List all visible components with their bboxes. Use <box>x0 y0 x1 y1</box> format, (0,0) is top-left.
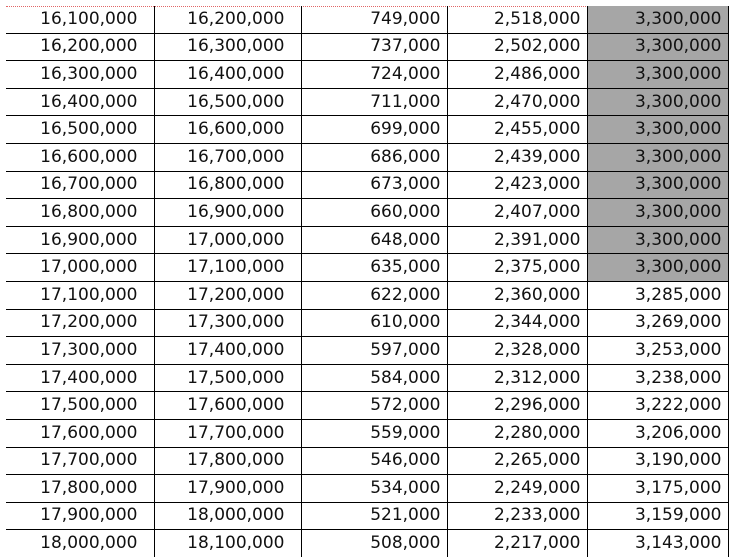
table-cell[interactable]: 3,222,000 <box>587 392 728 420</box>
table-cell[interactable]: 3,238,000 <box>587 364 728 392</box>
table-cell[interactable]: 16,400,000 <box>6 88 154 116</box>
table-cell[interactable]: 17,900,000 <box>154 475 301 503</box>
table-cell[interactable]: 3,143,000 <box>587 530 728 557</box>
table-cell[interactable]: 2,217,000 <box>447 530 587 557</box>
table-cell[interactable]: 3,300,000 <box>587 226 728 254</box>
table-row <box>6 364 728 392</box>
table-cell[interactable]: 17,400,000 <box>154 337 301 365</box>
table-cell[interactable]: 2,280,000 <box>447 419 587 447</box>
table-row <box>6 6 728 33</box>
table-cell[interactable]: 3,175,000 <box>587 475 728 503</box>
table-cell[interactable]: 2,518,000 <box>447 6 587 33</box>
table-cell[interactable]: 17,000,000 <box>6 254 154 282</box>
table-cell[interactable]: 16,700,000 <box>154 143 301 171</box>
spreadsheet-table-region <box>6 6 728 557</box>
table-row <box>6 171 728 199</box>
table-cell[interactable]: 17,500,000 <box>154 364 301 392</box>
table-cell[interactable]: 17,900,000 <box>6 502 154 530</box>
table-cell[interactable]: 16,200,000 <box>6 33 154 61</box>
table-cell[interactable]: 17,300,000 <box>154 309 301 337</box>
table-cell[interactable]: 16,100,000 <box>6 6 154 33</box>
table-cell[interactable]: 711,000 <box>301 88 447 116</box>
table-cell[interactable]: 2,486,000 <box>447 61 587 89</box>
table-cell[interactable]: 18,000,000 <box>154 502 301 530</box>
table-cell[interactable]: 17,600,000 <box>154 392 301 420</box>
table-cell[interactable]: 597,000 <box>301 337 447 365</box>
table-cell[interactable]: 2,391,000 <box>447 226 587 254</box>
table-cell[interactable]: 2,375,000 <box>447 254 587 282</box>
data-table <box>6 6 729 557</box>
table-cell[interactable]: 3,300,000 <box>587 143 728 171</box>
table-cell[interactable]: 3,159,000 <box>587 502 728 530</box>
table-row <box>6 281 728 309</box>
table-row <box>6 199 728 227</box>
table-row <box>6 61 728 89</box>
table-cell[interactable]: 648,000 <box>301 226 447 254</box>
table-cell[interactable]: 2,233,000 <box>447 502 587 530</box>
table-cell[interactable]: 17,200,000 <box>154 281 301 309</box>
table-cell[interactable]: 16,500,000 <box>154 88 301 116</box>
table-cell[interactable]: 17,300,000 <box>6 337 154 365</box>
table-cell[interactable]: 16,500,000 <box>6 116 154 144</box>
table-row <box>6 475 728 503</box>
table-cell[interactable]: 3,253,000 <box>587 337 728 365</box>
table-row <box>6 143 728 171</box>
table-cell[interactable]: 18,000,000 <box>6 530 154 557</box>
table-cell[interactable]: 546,000 <box>301 447 447 475</box>
table-row <box>6 530 728 557</box>
table-cell[interactable]: 2,265,000 <box>447 447 587 475</box>
table-cell[interactable]: 3,300,000 <box>587 88 728 116</box>
table-cell[interactable]: 17,400,000 <box>6 364 154 392</box>
table-cell[interactable]: 16,900,000 <box>6 226 154 254</box>
table-cell[interactable]: 2,407,000 <box>447 199 587 227</box>
table-cell[interactable]: 660,000 <box>301 199 447 227</box>
table-row <box>6 88 728 116</box>
table-cell[interactable]: 686,000 <box>301 143 447 171</box>
table-cell[interactable]: 2,439,000 <box>447 143 587 171</box>
table-cell[interactable]: 16,800,000 <box>6 199 154 227</box>
table-cell[interactable]: 3,300,000 <box>587 61 728 89</box>
table-cell[interactable]: 572,000 <box>301 392 447 420</box>
table-cell[interactable]: 16,200,000 <box>154 6 301 33</box>
table-cell[interactable]: 17,800,000 <box>154 447 301 475</box>
table-cell[interactable]: 534,000 <box>301 475 447 503</box>
table-cell[interactable]: 17,200,000 <box>6 309 154 337</box>
table-cell[interactable]: 17,700,000 <box>6 447 154 475</box>
table-cell[interactable]: 521,000 <box>301 502 447 530</box>
table-row <box>6 447 728 475</box>
table-cell[interactable]: 622,000 <box>301 281 447 309</box>
table-cell[interactable]: 749,000 <box>301 6 447 33</box>
table-cell[interactable]: 610,000 <box>301 309 447 337</box>
table-row <box>6 392 728 420</box>
table-row <box>6 419 728 447</box>
table-cell[interactable]: 3,300,000 <box>587 33 728 61</box>
table-cell[interactable]: 699,000 <box>301 116 447 144</box>
table-cell[interactable]: 3,300,000 <box>587 171 728 199</box>
table-cell[interactable]: 673,000 <box>301 171 447 199</box>
table-cell[interactable]: 16,300,000 <box>6 61 154 89</box>
table-cell[interactable]: 16,600,000 <box>154 116 301 144</box>
table-cell[interactable]: 3,190,000 <box>587 447 728 475</box>
table-cell[interactable]: 16,900,000 <box>154 199 301 227</box>
table-cell[interactable]: 16,400,000 <box>154 61 301 89</box>
table-cell[interactable]: 17,600,000 <box>6 419 154 447</box>
table-body <box>6 6 728 557</box>
table-cell[interactable]: 559,000 <box>301 419 447 447</box>
table-cell[interactable]: 3,206,000 <box>587 419 728 447</box>
table-row <box>6 502 728 530</box>
table-row <box>6 116 728 144</box>
table-cell[interactable]: 17,700,000 <box>154 419 301 447</box>
table-cell[interactable]: 2,312,000 <box>447 364 587 392</box>
table-cell[interactable]: 16,800,000 <box>154 171 301 199</box>
table-cell[interactable]: 17,100,000 <box>6 281 154 309</box>
table-row <box>6 254 728 282</box>
table-row <box>6 309 728 337</box>
table-cell[interactable]: 3,285,000 <box>587 281 728 309</box>
table-cell[interactable]: 2,423,000 <box>447 171 587 199</box>
table-cell[interactable]: 2,296,000 <box>447 392 587 420</box>
table-cell[interactable]: 2,249,000 <box>447 475 587 503</box>
table-cell[interactable]: 724,000 <box>301 61 447 89</box>
table-cell[interactable]: 2,328,000 <box>447 337 587 365</box>
table-cell[interactable]: 635,000 <box>301 254 447 282</box>
table-cell[interactable]: 16,700,000 <box>6 171 154 199</box>
table-cell[interactable]: 2,344,000 <box>447 309 587 337</box>
table-cell[interactable]: 2,455,000 <box>447 116 587 144</box>
table-cell[interactable]: 17,000,000 <box>154 226 301 254</box>
table-row <box>6 33 728 61</box>
table-cell[interactable]: 3,300,000 <box>587 116 728 144</box>
table-cell[interactable]: 3,300,000 <box>587 199 728 227</box>
table-row <box>6 337 728 365</box>
table-cell[interactable]: 16,600,000 <box>6 143 154 171</box>
table-cell[interactable]: 18,100,000 <box>154 530 301 557</box>
table-cell[interactable]: 737,000 <box>301 33 447 61</box>
table-cell[interactable]: 2,360,000 <box>447 281 587 309</box>
table-cell[interactable]: 2,470,000 <box>447 88 587 116</box>
table-cell[interactable]: 17,100,000 <box>154 254 301 282</box>
table-cell[interactable]: 584,000 <box>301 364 447 392</box>
table-cell[interactable]: 17,800,000 <box>6 475 154 503</box>
table-row <box>6 226 728 254</box>
table-cell[interactable]: 3,269,000 <box>587 309 728 337</box>
table-cell[interactable]: 3,300,000 <box>587 6 728 33</box>
table-cell[interactable]: 508,000 <box>301 530 447 557</box>
table-cell[interactable]: 3,300,000 <box>587 254 728 282</box>
table-cell[interactable]: 17,500,000 <box>6 392 154 420</box>
table-cell[interactable]: 16,300,000 <box>154 33 301 61</box>
table-cell[interactable]: 2,502,000 <box>447 33 587 61</box>
